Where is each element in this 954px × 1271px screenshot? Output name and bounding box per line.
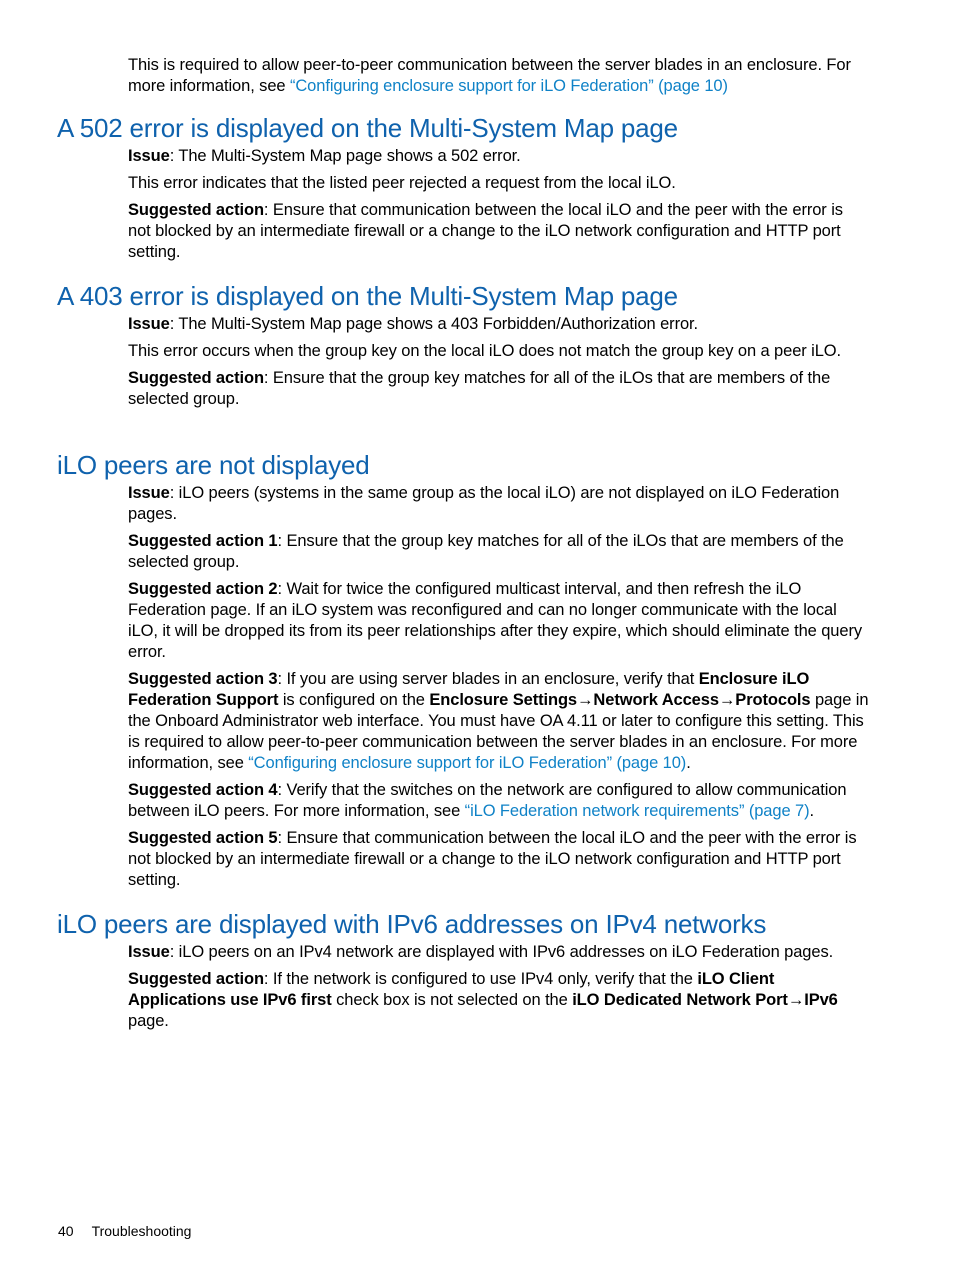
section-ipv6-on-ipv4 (0, 908, 870, 1038)
section-heading-peers-not-displayed: iLO peers are not displayed (57, 450, 370, 480)
action-label: Suggested action (128, 970, 264, 988)
network-requirements-link[interactable]: “iLO Federation network requirements” (page 7) (464, 802, 810, 820)
note-paragraph: This error occurs when the group key on the local iLO does not match the group key on a peer iLO. (128, 342, 842, 360)
action-2-label: Suggested action 2 (128, 580, 278, 598)
network-access-term: Network Access (593, 691, 719, 709)
section-403-error (0, 280, 870, 416)
section-peers-not-displayed (0, 449, 870, 897)
issue-label: Issue (128, 484, 170, 502)
action-1-label: Suggested action 1 (128, 532, 278, 550)
page-footer (58, 1222, 209, 1240)
enclosure-settings-term: Enclosure Settings (429, 691, 578, 709)
action-label: Suggested action (128, 201, 264, 219)
note-paragraph: This error indicates that the listed peer rejected a request from the local iLO. (128, 174, 676, 192)
action-text: : Ensure that the group key matches for all of the iLOs that are members of the selected group. (128, 369, 831, 408)
footer-section-name: Troubleshooting (91, 1223, 192, 1239)
action-4-paragraph: Suggested action 4: Verify that the switches on the network are configured to allow communication between iLO peers. For more information, see “iLO Federation network requirements” (page 7). (128, 781, 847, 820)
issue-text: : iLO peers on an IPv4 network are displayed with IPv6 addresses on iLO Federation pages. (169, 943, 834, 961)
arrow-icon: → (787, 991, 805, 1009)
issue-text: : The Multi-System Map page shows a 403 Forbidden/Authorization error. (169, 315, 699, 333)
intro-paragraph (128, 55, 870, 97)
issue-text: : The Multi-System Map page shows a 502 error. (169, 147, 521, 165)
action-text: : Ensure that communication between the local iLO and the peer with the error is not blocked by an intermediate firewall or a change to the iLO network configuration and HTTP port setting. (128, 201, 843, 261)
action-paragraph: Suggested action: If the network is configured to use IPv4 only, verify that the iLO Client Applications use IPv6 first check box is not selected on the iLO Dedicated Network Port→IPv6 page. (128, 970, 838, 1030)
arrow-icon: → (577, 691, 594, 709)
enclosure-support-link[interactable]: “Configuring enclosure support for iLO Federation” (page 10) (248, 754, 687, 772)
action-paragraph (128, 368, 870, 410)
intro-block (0, 55, 870, 103)
action-paragraph (128, 200, 870, 263)
section-heading-ipv6-on-ipv4: iLO peers are displayed with IPv6 addresses on IPv4 networks (57, 909, 767, 939)
action-1-paragraph (128, 531, 870, 573)
action-4-label: Suggested action 4 (128, 781, 278, 799)
action-1-text: : Ensure that the group key matches for all of the iLOs that are members of the selected group. (128, 532, 844, 571)
ipv6-term: IPv6 (804, 991, 838, 1009)
ilo-dedicated-network-port-term: iLO Dedicated Network Port (572, 991, 788, 1009)
action-5-paragraph (128, 828, 870, 891)
intro-text: This is required to allow peer-to-peer communication between the server blades in an enclosure. For more information, see (128, 56, 851, 95)
action-3-label: Suggested action 3 (128, 670, 278, 688)
action-3-paragraph: Suggested action 3: If you are using server blades in an enclosure, verify that Enclosure iLO Federation Support is configured on the Enclosure Settings→Network Access→Protocols page in the Onboard Administrator web interface. You must have OA 4.11 or later to configure this setting. This is required to allow peer-to-peer communication between the server blades in an enclosure. For more information, see “Configuring enclosure support for iLO Federation” (page 10). (128, 670, 869, 772)
issue-label: Issue (128, 943, 170, 961)
action-label: Suggested action (128, 369, 264, 387)
issue-text: : iLO peers (systems in the same group as the local iLO) are not displayed on iLO Federation pages. (128, 484, 840, 523)
ilo-client-applications-term: iLO Client Applications use IPv6 first (128, 970, 775, 1009)
action-5-label: Suggested action 5 (128, 829, 278, 847)
issue-paragraph (128, 942, 870, 963)
action-5-text: : Ensure that communication between the local iLO and the peer with the error is not blocked by an intermediate firewall or a change to the iLO network configuration and HTTP port setting. (128, 829, 857, 889)
page-number: 40 (58, 1223, 74, 1239)
section-heading-403: A 403 error is displayed on the Multi-System Map page (57, 281, 678, 311)
issue-paragraph (128, 314, 870, 335)
action-2-text: : Wait for twice the configured multicast interval, and then refresh the iLO Federation page. If an iLO system was reconfigured and can no longer communicate with the local iLO, it will be dropped its from its peer relationships after they expire, which should eliminate the query error. (128, 580, 863, 661)
action-2-paragraph (128, 579, 870, 663)
protocols-term: Protocols (735, 691, 811, 709)
issue-paragraph (128, 146, 870, 167)
issue-label: Issue (128, 147, 170, 165)
issue-paragraph (128, 483, 870, 525)
section-502-error (0, 112, 870, 269)
intro-link[interactable]: “Configuring enclosure support for iLO Federation” (page 10) (289, 77, 728, 95)
enclosure-ilo-federation-support-term: Enclosure iLO Federation Support (128, 670, 810, 709)
arrow-icon: → (718, 691, 736, 709)
issue-label: Issue (128, 315, 170, 333)
section-heading-502: A 502 error is displayed on the Multi-System Map page (57, 113, 678, 143)
